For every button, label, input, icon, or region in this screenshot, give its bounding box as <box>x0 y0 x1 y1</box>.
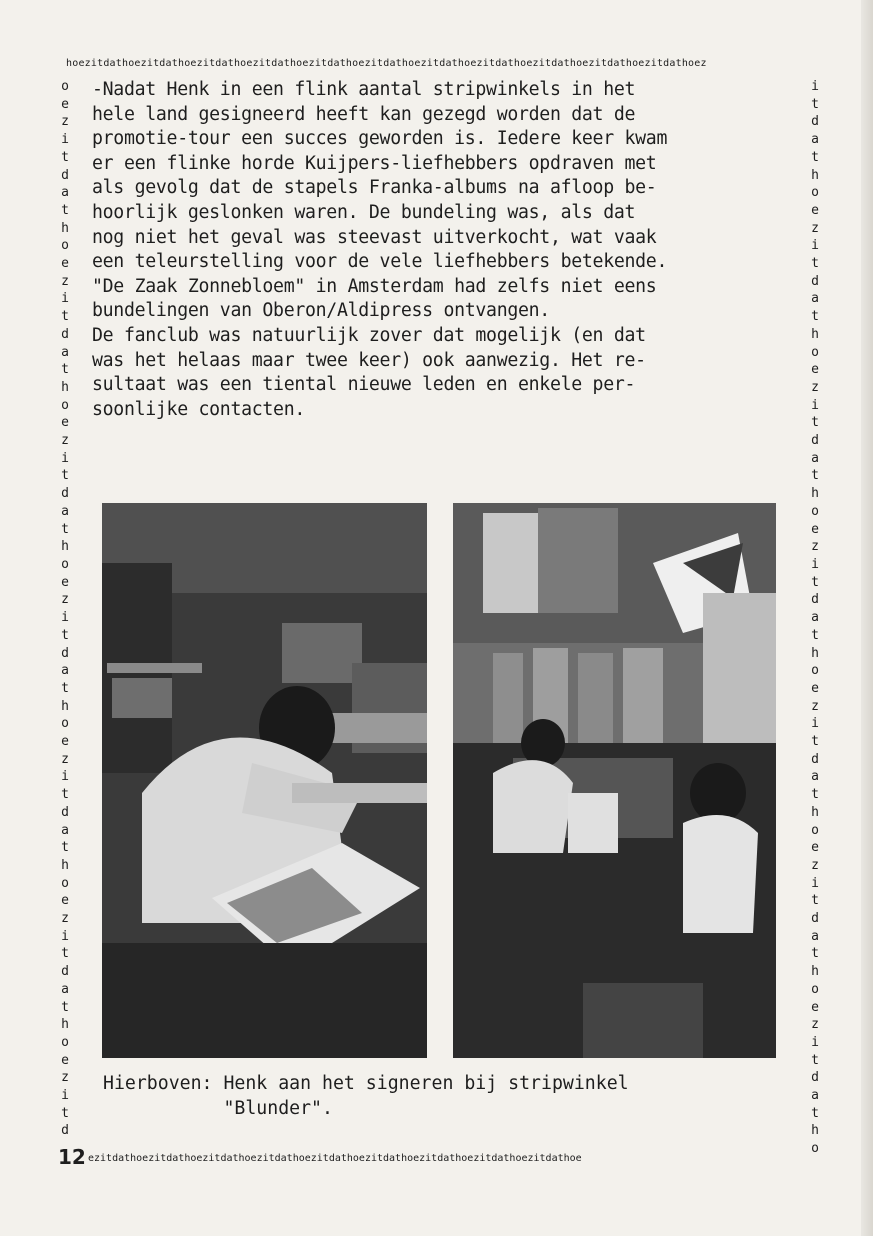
page-edge <box>861 0 873 1236</box>
photo-signing-right-image <box>453 503 776 1058</box>
article-line: nog niet het geval was steevast uitverkocht, wat vaak <box>92 226 657 248</box>
article-line: was het helaas maar twee keer) ook aanwezig. Het re- <box>92 349 646 371</box>
decorative-border-top: hoezitdathoezitdathoezitdathoezitdathoezitdathoezitdathoezitdathoezitdathoezitdathoezitdathoezitdathoez <box>66 58 707 69</box>
article-line: er een flinke horde Kuijpers-liefhebbers opdraven met <box>92 152 657 174</box>
page-number: 12 <box>58 1145 86 1169</box>
caption-line: Hierboven: Henk aan het signeren bij stripwinkel <box>103 1073 629 1094</box>
decorative-border-right: itdathoezitdathoezitdathoezitdathoezitdathoezitdathoezitdatho <box>811 79 819 1152</box>
article-line: een teleurstelling voor de vele liefhebbers betekende. <box>92 251 668 273</box>
article-line: promotie-tour een succes geworden is. Iedere keer kwam <box>92 128 668 150</box>
article-line: -Nadat Henk in een flink aantal stripwinkels in het <box>92 79 636 100</box>
decorative-border-left: oezitdathoezitdathoezitdathoezitdathoezitdathoezitdathoezitd <box>61 79 69 1134</box>
article-line: hoorlijk geslonken waren. De bundeling was, als dat <box>92 201 636 223</box>
article-line: hele land gesigneerd heeft kan gezegd worden dat de <box>92 103 636 125</box>
article-text <box>92 78 792 422</box>
article-line: bundelingen van Oberon/Aldipress ontvangen. <box>92 300 550 322</box>
article-line: "De Zaak Zonnebloem" in Amsterdam had zelfs niet eens <box>92 275 657 297</box>
caption-line: "Blunder". <box>103 1097 333 1119</box>
photo-signing-right <box>453 503 776 1058</box>
article-line: soonlijke contacten. <box>92 398 305 420</box>
article-line: De fanclub was natuurlijk zover dat mogelijk (en dat <box>92 324 646 346</box>
photo-signing-left-image <box>102 503 427 1058</box>
photo-signing-left <box>102 503 427 1058</box>
decorative-border-bottom: ezitdathoezitdathoezitdathoezitdathoezitdathoezitdathoezitdathoezitdathoezitdathoe <box>88 1153 582 1164</box>
photo-caption <box>103 1072 629 1121</box>
article-line: sultaat was een tiental nieuwe leden en enkele per- <box>92 374 636 396</box>
article-line: als gevolg dat de stapels Franka-albums na afloop be- <box>92 177 657 199</box>
